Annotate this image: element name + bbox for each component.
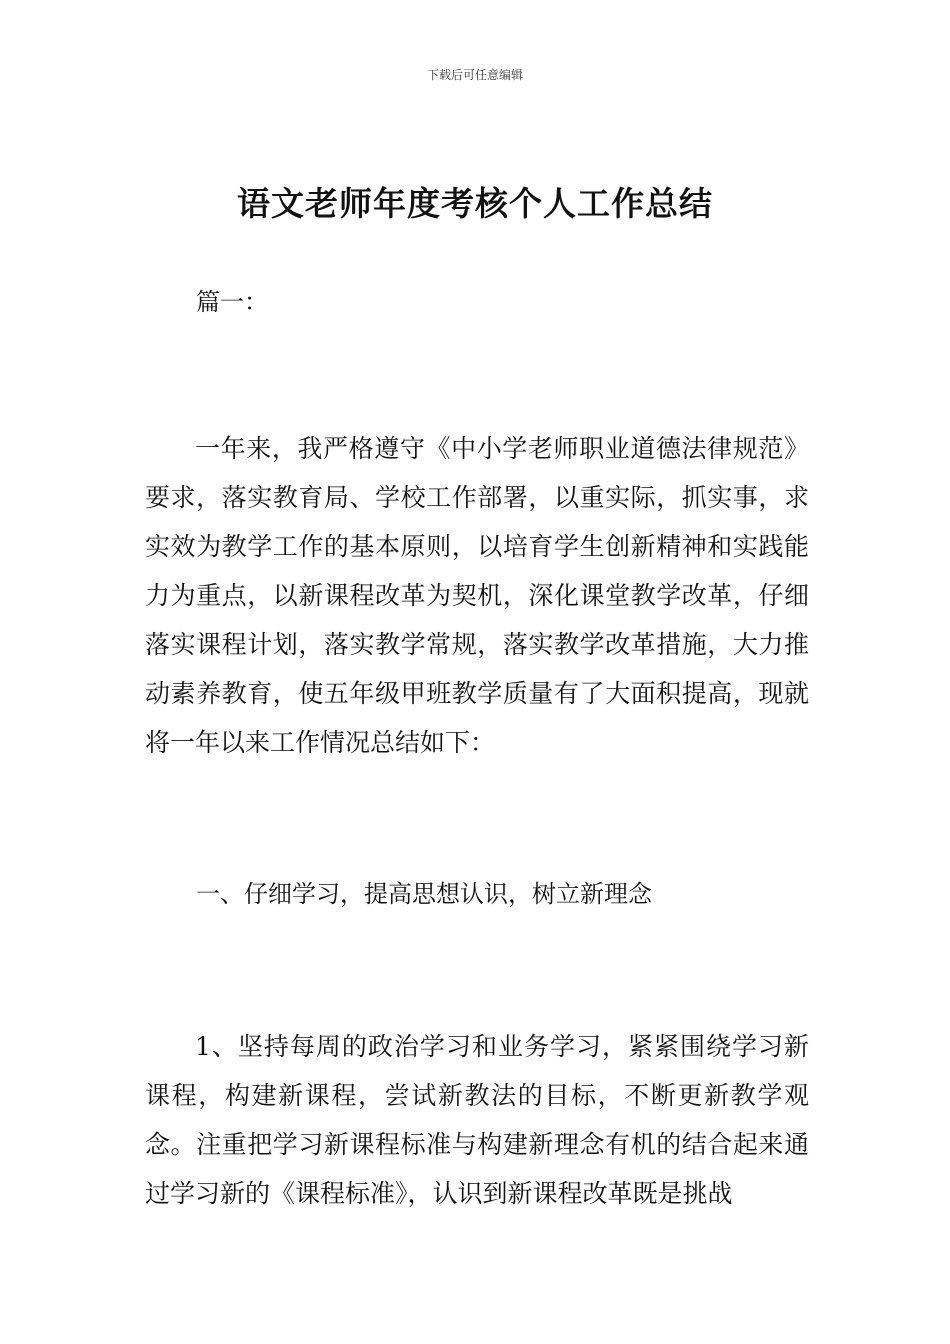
- header-note: 下载后可任意编辑: [426, 68, 523, 82]
- section-label: 篇一：: [196, 288, 268, 316]
- point-1-paragraph: 1、坚持每周的政治学习和业务学习，紧紧围绕学习新课程，构建新课程，尝试新教法的目标，不断更新教学观念。注重把学习新课程标准与构建新理念有机的结合起来通过学习新的《课程标准》，认识到新课程改革既是挑战: [145, 1032, 809, 1208]
- section-heading-1: 一、仔细学习，提高思想认识，树立新理念: [196, 880, 652, 908]
- document-title: 语文老师年度考核个人工作总结: [237, 184, 713, 223]
- intro-paragraph: 一年来，我严格遵守《中小学老师职业道德法律规范》要求，落实教育局、学校工作部署，以重实际，抓实事，求实效为教学工作的基本原则，以培育学生创新精神和实践能力为重点，以新课程改革为契机，深化课堂教学改革，仔细落实课程计划，落实教学常规，落实教学改革措施，大力推动素养教育，使五年级甲班教学质量有了大面积提高，现就将一年以来工作情况总结如下：: [145, 434, 809, 757]
